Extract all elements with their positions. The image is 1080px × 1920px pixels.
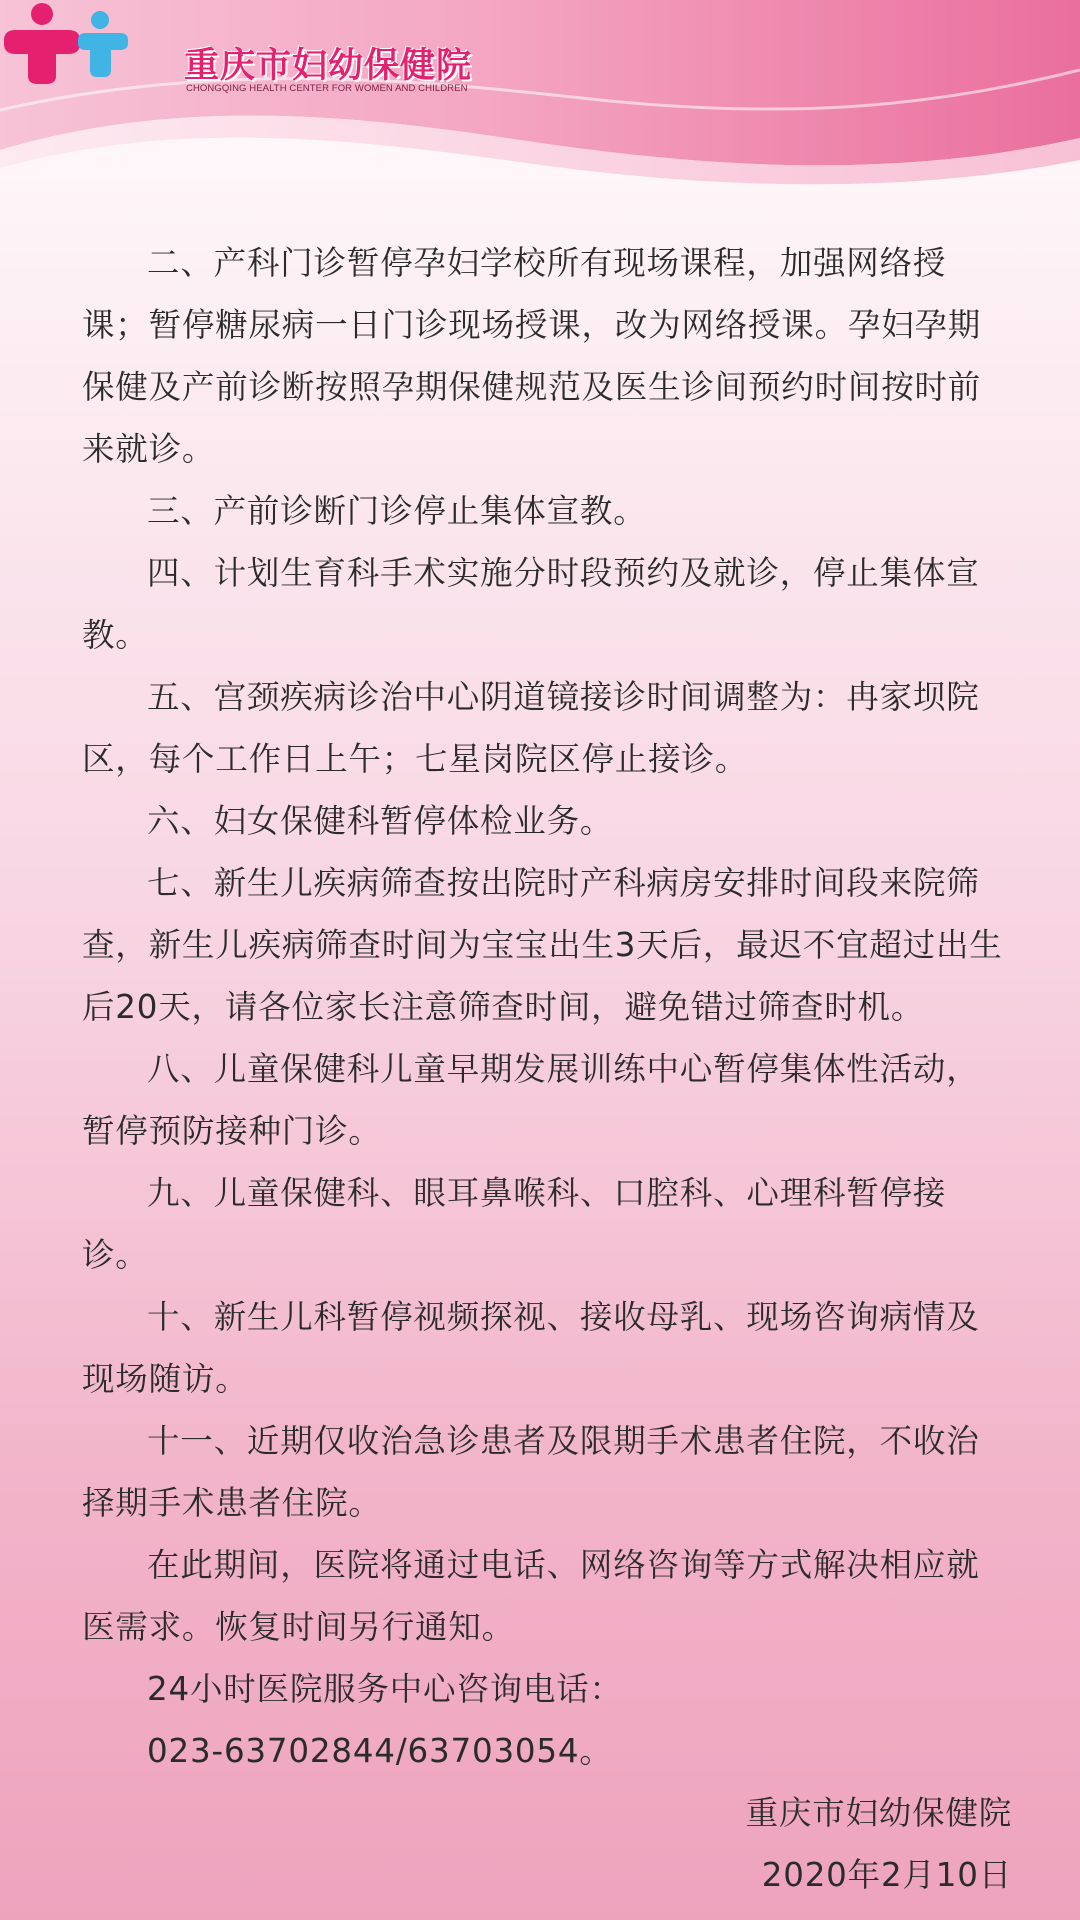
hospital-logo-icon bbox=[0, 0, 128, 86]
notice-item-11: 十一、近期仅收治急诊患者及限期手术患者住院，不收治择期手术患者住院。 bbox=[82, 1422, 980, 1522]
signature-date: 2020年2月10日 bbox=[761, 1856, 1012, 1894]
signature-org: 重庆市妇幼保健院 bbox=[745, 1794, 1012, 1832]
hospital-name-en: CHONGQING HEALTH CENTER FOR WOMEN AND CHILDREN bbox=[186, 83, 468, 94]
notice-item-10: 十、新生儿科暂停视频探视、接收母乳、现场咨询病情及现场随访。 bbox=[82, 1298, 980, 1398]
contact-label: 24小时医院服务中心咨询电话： bbox=[147, 1670, 623, 1708]
notice-item-4: 四、计划生育科手术实施分时段预约及就诊，停止集体宣教。 bbox=[82, 554, 980, 654]
notice-item-5: 五、宫颈疾病诊治中心阴道镜接诊时间调整为：冉家坝院区，每个工作日上午；七星岗院区停止接诊。 bbox=[82, 678, 980, 778]
notice-closing: 在此期间，医院将通过电话、网络咨询等方式解决相应就医需求。恢复时间另行通知。 bbox=[82, 1546, 980, 1646]
notice-item-3: 三、产前诊断门诊停止集体宣教。 bbox=[147, 492, 647, 530]
notice-item-7: 七、新生儿疾病筛查按出院时产科病房安排时间段来院筛查，新生儿疾病筛查时间为宝宝出生3天后，最迟不宜超过出生后20天，请各位家长注意筛查时间，避免错过筛查时机。 bbox=[82, 864, 1003, 1026]
notice-item-6: 六、妇女保健科暂停体检业务。 bbox=[147, 802, 614, 840]
contact-phone: 023-63702844/63703054。 bbox=[147, 1732, 613, 1770]
notice-body bbox=[82, 232, 1012, 1906]
notice-item-2: 二、产科门诊暂停孕妇学校所有现场课程，加强网络授课；暂停糖尿病一日门诊现场授课，改为网络授课。孕妇孕期保健及产前诊断按照孕期保健规范及医生诊间预约时间按时前来就诊。 bbox=[82, 244, 982, 468]
hospital-name-cn: 重庆市妇幼保健院 bbox=[184, 46, 473, 86]
header-banner bbox=[0, 0, 1080, 200]
header-wave bbox=[0, 0, 1080, 200]
notice-item-8: 八、儿童保健科儿童早期发展训练中心暂停集体性活动，暂停预防接种门诊。 bbox=[82, 1050, 980, 1150]
notice-item-9: 九、儿童保健科、眼耳鼻喉科、口腔科、心理科暂停接诊。 bbox=[82, 1174, 947, 1274]
